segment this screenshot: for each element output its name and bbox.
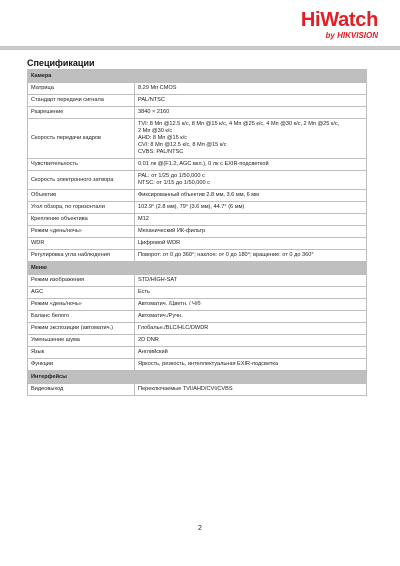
- spec-key: WDR: [28, 238, 135, 250]
- spec-value: [135, 238, 367, 250]
- table-row: [28, 311, 367, 323]
- header-divider: [0, 46, 400, 50]
- spec-value-line: PAL: от 1/25 до 1/50,000 с: [138, 173, 205, 179]
- page-title: Спецификации: [27, 58, 95, 68]
- spec-value: [135, 311, 367, 323]
- spec-value-line: Переключаемые TVI/AHD/CVI/CVBS: [138, 386, 233, 392]
- spec-key: Видеовыход: [28, 384, 135, 396]
- table-row: [28, 347, 367, 359]
- spec-value-line: CVBS: PAL/NTSC: [138, 149, 184, 155]
- spec-value-line: M12: [138, 216, 149, 222]
- table-row: [28, 275, 367, 287]
- section-header-row: [28, 371, 367, 384]
- specification-table: [27, 69, 367, 396]
- table-row: [28, 119, 367, 159]
- spec-key: Режим экспозиции (автоматич.): [28, 323, 135, 335]
- spec-key: Стандарт передачи сигнала: [28, 95, 135, 107]
- table-row: [28, 384, 367, 396]
- spec-value: [135, 299, 367, 311]
- spec-value: [135, 275, 367, 287]
- spec-value-line: STD/HIGH-SAT: [138, 277, 178, 283]
- spec-value: [135, 359, 367, 371]
- table-row: [28, 107, 367, 119]
- spec-value: [135, 107, 367, 119]
- spec-key: Скорость передачи кадров: [28, 119, 135, 159]
- section-header-row: [28, 262, 367, 275]
- spec-value-line: TVI: 8 Мп @12.5 к/с, 8 Мп @15 к/с, 4 Мп @25 к/с, 4 Мп @30 к/с, 2 Мп @25 к/с,: [138, 121, 340, 127]
- section-header-row: [28, 70, 367, 83]
- spec-value-line: Цифровой WDR: [138, 240, 181, 246]
- spec-key: Матрица: [28, 83, 135, 95]
- logo-watch: Watch: [320, 9, 378, 31]
- spec-key: Режим «день/ночь»: [28, 226, 135, 238]
- spec-value-line: Английский: [138, 349, 168, 355]
- spec-key: Баланс белого: [28, 311, 135, 323]
- table-row: [28, 287, 367, 299]
- section-title: Меню: [28, 262, 367, 275]
- logo-main-text: [301, 10, 378, 30]
- spec-value: [135, 190, 367, 202]
- spec-value: [135, 335, 367, 347]
- spec-value-line: 0.01 лк @(F1.2, AGC вкл.), 0 лк с EXIR-подсветкой: [138, 161, 269, 167]
- spec-value-line: Механический ИК-фильтр: [138, 228, 206, 234]
- hiwatch-logo: [301, 10, 378, 40]
- spec-value-line: Яркость, резкость, интеллектуальная EXIR-подсветка: [138, 361, 279, 367]
- spec-value-line: Автоматич./Ручн.: [138, 313, 183, 319]
- spec-value: [135, 119, 367, 159]
- table-row: [28, 202, 367, 214]
- spec-value-line: Автоматич. /Цветн. / Ч/б: [138, 301, 201, 307]
- spec-value-line: 3840 × 2160: [138, 109, 170, 115]
- spec-value-line: NTSC: от 1/15 до 1/50,000 с: [138, 180, 210, 186]
- spec-key: Функции: [28, 359, 135, 371]
- spec-value: [135, 287, 367, 299]
- table-row: [28, 335, 367, 347]
- spec-key: Крепление объектива: [28, 214, 135, 226]
- logo-hi: Hi: [300, 9, 321, 31]
- spec-value: [135, 83, 367, 95]
- spec-value-line: Фиксированный объектив 2.8 мм, 3.6 мм, 6 мм: [138, 192, 260, 198]
- table-row: [28, 226, 367, 238]
- spec-value: [135, 95, 367, 107]
- spec-key: Скорость электронного затвора: [28, 171, 135, 190]
- spec-value: [135, 159, 367, 171]
- spec-value-line: 2D DNR: [138, 337, 159, 343]
- table-row: [28, 159, 367, 171]
- page-number: 2: [198, 525, 202, 532]
- spec-value-line: Поворот: от 0 до 360°; наклон: от 0 до 180°; вращение: от 0 до 360°: [138, 252, 314, 258]
- spec-key: Уменьшение шума: [28, 335, 135, 347]
- logo-by: by: [325, 31, 335, 40]
- spec-key: Режим изображения: [28, 275, 135, 287]
- spec-value-line: Есть: [138, 289, 150, 295]
- spec-key: Разрешение: [28, 107, 135, 119]
- spec-key: Режим «день/ночь»: [28, 299, 135, 311]
- spec-value-line: 8.29 Мп CMOS: [138, 85, 177, 91]
- spec-key: Угол обзора, по горизонтали: [28, 202, 135, 214]
- logo-hikvision: HIKVISION: [337, 31, 378, 40]
- section-title: Интерфейсы: [28, 371, 367, 384]
- section-title: Камера: [28, 70, 367, 83]
- spec-value: [135, 384, 367, 396]
- spec-value-line: 2 Мп @30 к/с: [138, 128, 173, 134]
- table-row: [28, 250, 367, 262]
- spec-value-line: PAL/NTSC: [138, 97, 165, 103]
- table-row: [28, 83, 367, 95]
- spec-value: [135, 226, 367, 238]
- table-row: [28, 359, 367, 371]
- spec-value-line: CVI: 8 Мп @12.5 к/с, 8 Мп @15 к/с: [138, 142, 227, 148]
- table-row: [28, 238, 367, 250]
- logo-sub-text: [301, 31, 378, 40]
- spec-key: Язык: [28, 347, 135, 359]
- table-row: [28, 171, 367, 190]
- table-row: [28, 299, 367, 311]
- spec-key: AGC: [28, 287, 135, 299]
- spec-value-line: 102.9° (2.8 мм), 79° (3.6 мм), 44.7° (6 мм): [138, 204, 245, 210]
- spec-value: [135, 171, 367, 190]
- spec-value-line: AHD: 8 Мп @15 к/с: [138, 135, 188, 141]
- spec-value: [135, 323, 367, 335]
- table-row: [28, 323, 367, 335]
- specification-table-body: [28, 70, 367, 396]
- spec-value: [135, 347, 367, 359]
- spec-key: Чувствительность: [28, 159, 135, 171]
- spec-value-line: Глобальн./BLC/HLC/DWDR: [138, 325, 209, 331]
- table-row: [28, 95, 367, 107]
- spec-value: [135, 202, 367, 214]
- spec-value: [135, 250, 367, 262]
- table-row: [28, 190, 367, 202]
- spec-key: Регулировка угла наблюдения: [28, 250, 135, 262]
- spec-value: [135, 214, 367, 226]
- table-row: [28, 214, 367, 226]
- spec-key: Объектив: [28, 190, 135, 202]
